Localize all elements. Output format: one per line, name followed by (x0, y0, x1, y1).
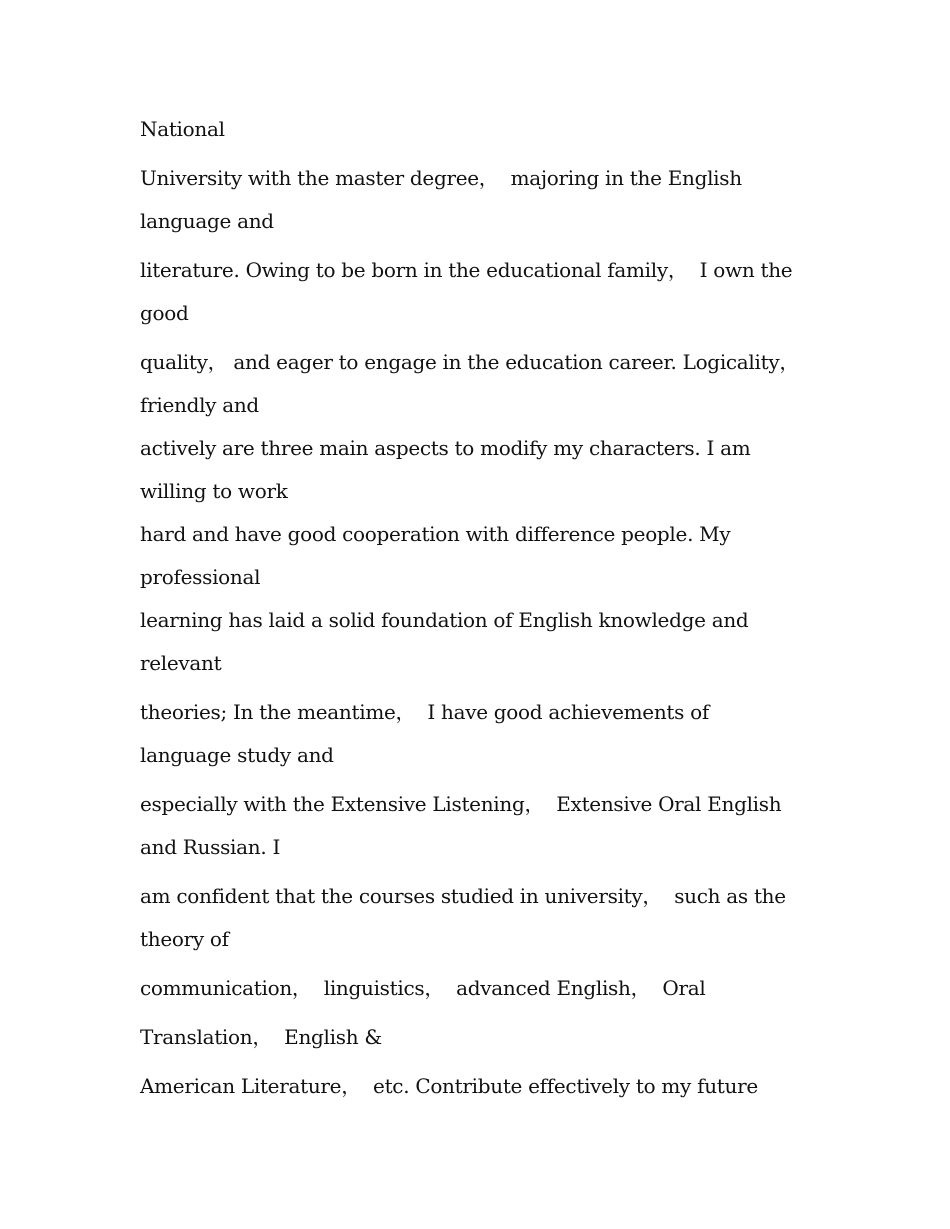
text-line: language study and (140, 743, 334, 767)
text-line: communication， linguistics， advanced English， Oral (140, 976, 706, 1000)
text-line: professional (140, 565, 261, 589)
text-line: good (140, 301, 189, 325)
text-line: language and (140, 209, 274, 233)
text-line: literature. Owing to be born in the educational family， I own the (140, 258, 793, 282)
text-line: American Literature， etc. Contribute effectively to my future (140, 1074, 758, 1098)
text-line: willing to work (140, 479, 288, 503)
text-line: especially with the Extensive Listening， Extensive Oral English (140, 792, 782, 816)
text-line: actively are three main aspects to modify my characters. I am (140, 436, 751, 460)
text-line: hard and have good cooperation with difference people. My (140, 522, 731, 546)
text-line: Translation， English & (140, 1025, 382, 1049)
text-line: theories; In the meantime， I have good achievements of (140, 700, 710, 724)
text-line: relevant (140, 651, 222, 675)
text-line: friendly and (140, 393, 259, 417)
text-line: National (140, 117, 225, 141)
body-text (140, 108, 820, 1108)
text-line: am confident that the courses studied in university， such as the (140, 884, 786, 908)
text-line: quality， and eager to engage in the education career. Logicality， (140, 350, 800, 374)
text-line: University with the master degree， majoring in the English (140, 166, 742, 190)
text-line: theory of (140, 927, 229, 951)
text-line: and Russian. I (140, 835, 281, 859)
text-line: learning has laid a solid foundation of English knowledge and (140, 608, 749, 632)
